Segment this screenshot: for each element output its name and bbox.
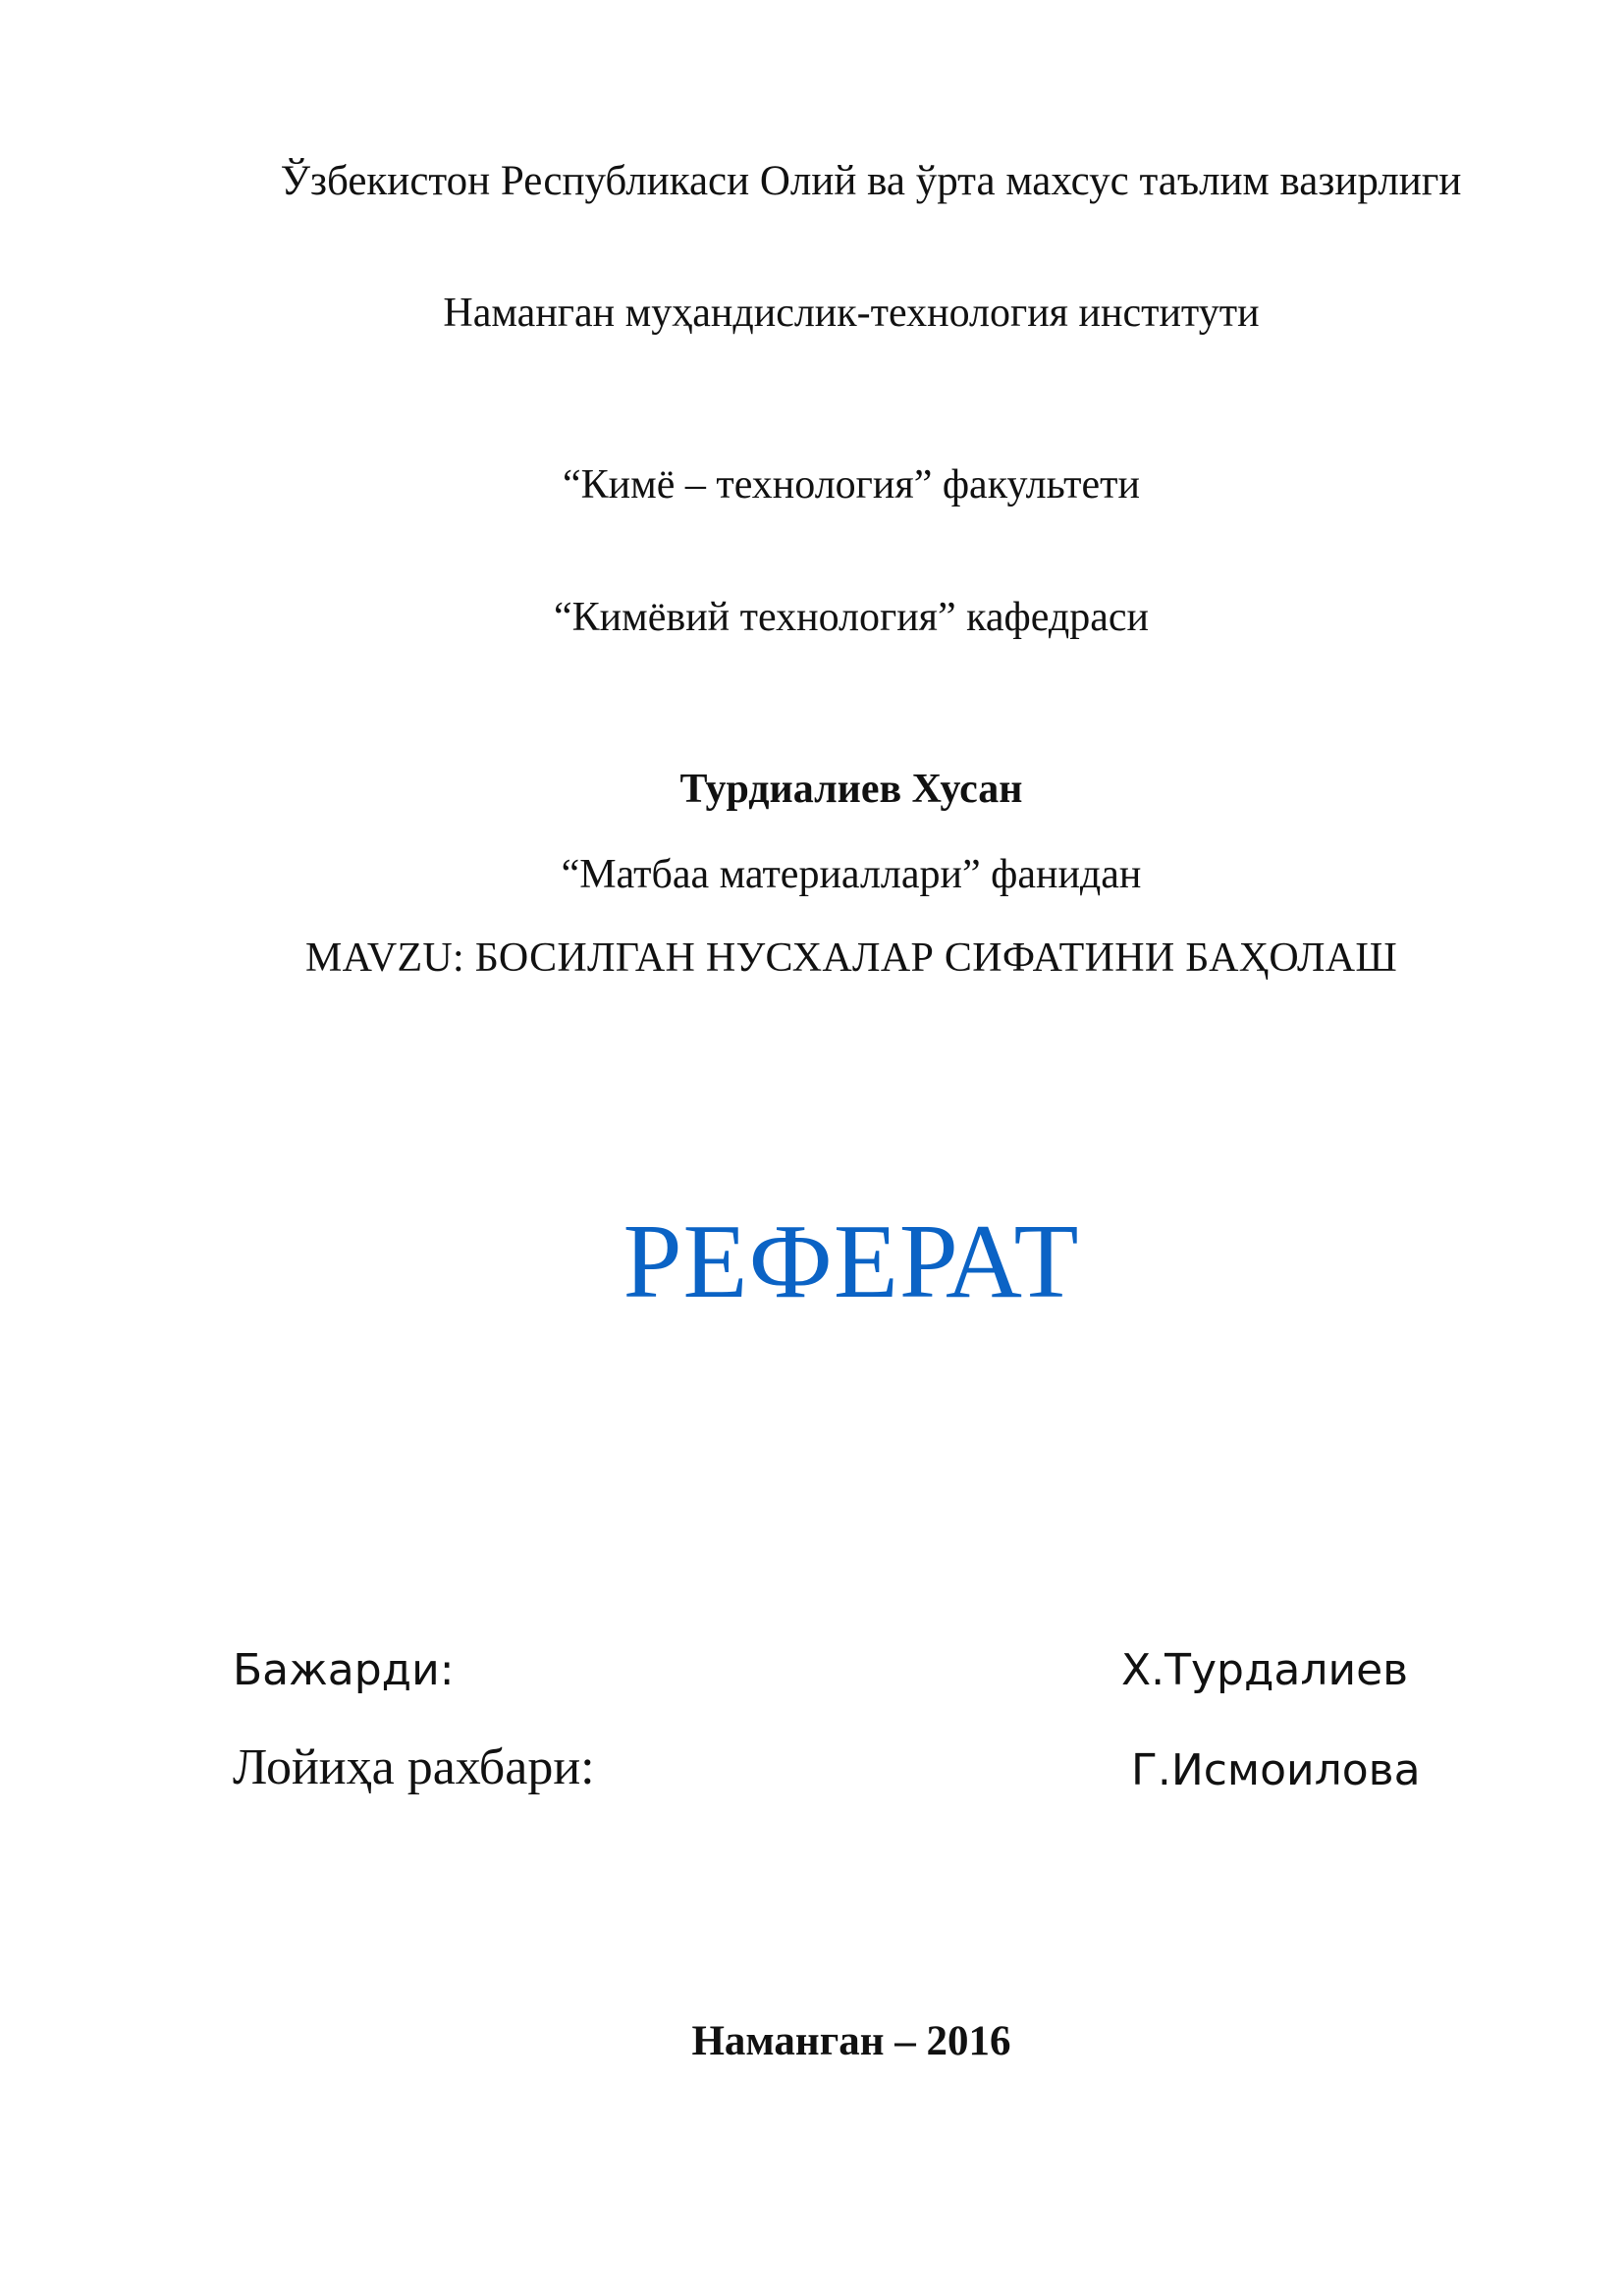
- supervisor-label: Лойиҳа рахбари:: [233, 1739, 595, 1795]
- city-year: Наманган – 2016: [691, 2018, 1011, 2064]
- performer-label: Бажарди:: [233, 1645, 455, 1695]
- department-name: “Кимёвий технология” кафедраси: [554, 595, 1149, 640]
- student-name: Турдиалиев Хусан: [679, 767, 1023, 812]
- topic-line: MAVZU: БОСИЛГАН НУСХАЛАР СИФАТИНИ БАҲОЛАШ: [304, 935, 1398, 981]
- faculty-name: “Кимё – технология” факультети: [563, 462, 1140, 507]
- subject-name: “Матбаа материаллари” фанидан: [561, 852, 1142, 897]
- performer-name: Х.Турдалиев: [1121, 1645, 1409, 1695]
- institute-name: Наманган муҳандислик-технология институти: [443, 291, 1260, 336]
- supervisor-name: Г.Исмоилова: [1131, 1745, 1421, 1795]
- document-title: РЕФЕРАТ: [623, 1203, 1080, 1320]
- ministry-name: Ўзбекистон Республикаси Олий ва ўрта махсус таълим вазирлиги: [280, 158, 1462, 204]
